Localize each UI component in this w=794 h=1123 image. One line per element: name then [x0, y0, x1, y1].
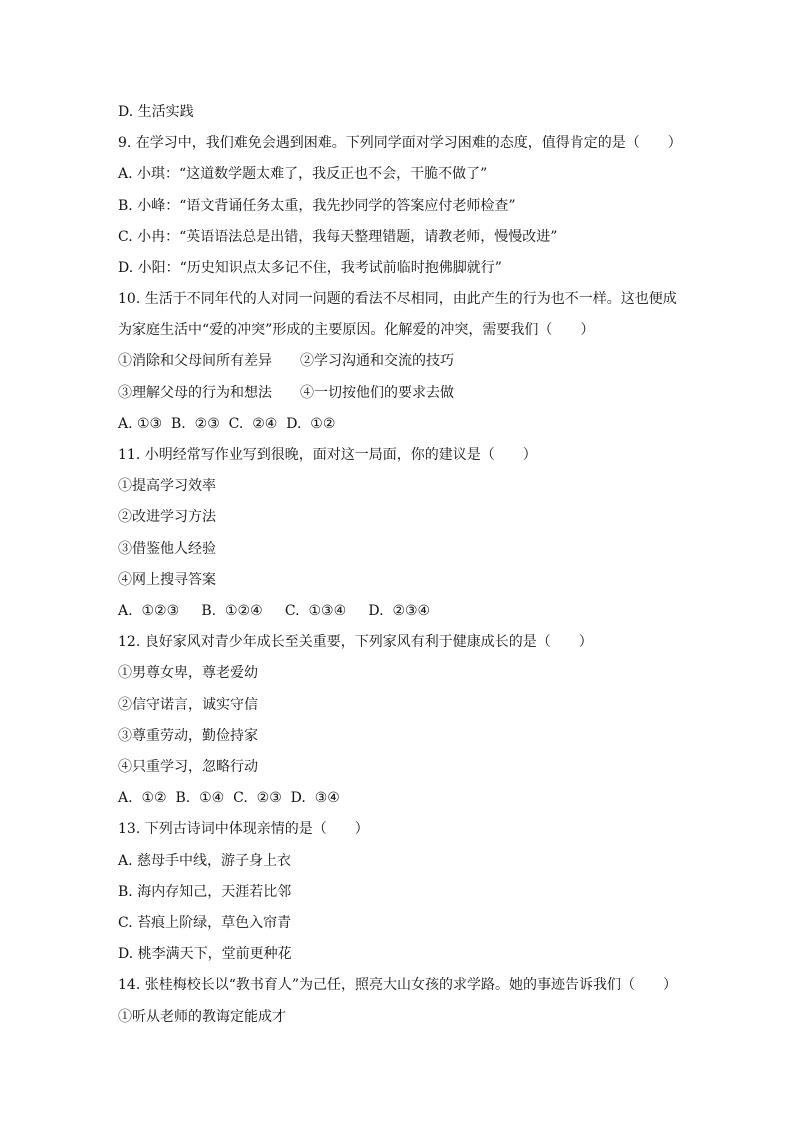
question-12: 12. 良好家风对青少年成长至关重要，下列家风有利于健康成长的是（ ） — [118, 634, 593, 650]
options-10: A. ①③ B. ②③ C. ②④ D. ①② — [118, 416, 336, 432]
statement-12-3: ③尊重劳动，勤俭持家 — [118, 728, 258, 744]
question-13: 13. 下列古诗词中体现亲情的是（ ） — [118, 821, 369, 837]
question-10-line2: 为家庭生活中“爱的冲突”形成的主要原因。化解爱的冲突，需要我们（ ） — [118, 322, 595, 338]
option-9a: A. 小琪：“这道数学题太难了，我反正也不会，干脆不做了” — [118, 166, 488, 182]
options-11: A. ①②③ B. ①②④ C. ①③④ D. ②③④ — [118, 603, 431, 619]
statement-11-4: ④网上搜寻答案 — [118, 572, 216, 588]
statement-12-1: ①男尊女卑，尊老爱幼 — [118, 665, 258, 681]
question-14: 14. 张桂梅校长以“教书育人”为己任，照亮大山女孩的求学路。她的事迹告诉我们（ ） — [118, 977, 678, 993]
option-8d: D. 生活实践 — [118, 104, 194, 120]
statements-10-row1: ①消除和父母间所有差异 ②学习沟通和交流的技巧 — [118, 353, 454, 369]
option-9c: C. 小冉：“英语语法总是出错，我每天整理错题，请教老师，慢慢改进” — [118, 229, 558, 245]
option-9d: D. 小阳：“历史知识点太多记不住，我考试前临时抱佛脚就行” — [118, 260, 502, 276]
statement-14-1: ①听从老师的教诲定能成才 — [118, 1009, 286, 1025]
option-9b: B. 小峰：“语文背诵任务太重，我先抄同学的答案应付老师检查” — [118, 198, 516, 214]
option-13d: D. 桃李满天下，堂前更种花 — [118, 946, 292, 962]
options-12: A. ①② B. ①④ C. ②③ D. ③④ — [118, 790, 340, 806]
question-9: 9. 在学习中，我们难免会遇到困难。下列同学面对学习困难的态度，值得肯定的是（ ） — [118, 135, 682, 151]
option-13a: A. 慈母手中线，游子身上衣 — [118, 853, 292, 869]
option-13c: C. 苔痕上阶绿，草色入帘青 — [118, 915, 292, 931]
option-13b: B. 海内存知己，天涯若比邻 — [118, 884, 292, 900]
statement-11-3: ③借鉴他人经验 — [118, 541, 216, 557]
question-11: 11. 小明经常写作业写到很晚，面对这一局面，你的建议是（ ） — [118, 447, 537, 463]
statement-11-1: ①提高学习效率 — [118, 478, 216, 494]
question-10-line1: 10. 生活于不同年代的人对同一问题的看法不尽相同，由此产生的行为也不一样。这也便成 — [118, 291, 677, 307]
statement-12-2: ②信守诺言，诚实守信 — [118, 697, 258, 713]
statements-10-row2: ③理解父母的行为和想法 ④一切按他们的要求去做 — [118, 385, 454, 401]
statement-12-4: ④只重学习，忽略行动 — [118, 759, 258, 775]
statement-11-2: ②改进学习方法 — [118, 509, 216, 525]
